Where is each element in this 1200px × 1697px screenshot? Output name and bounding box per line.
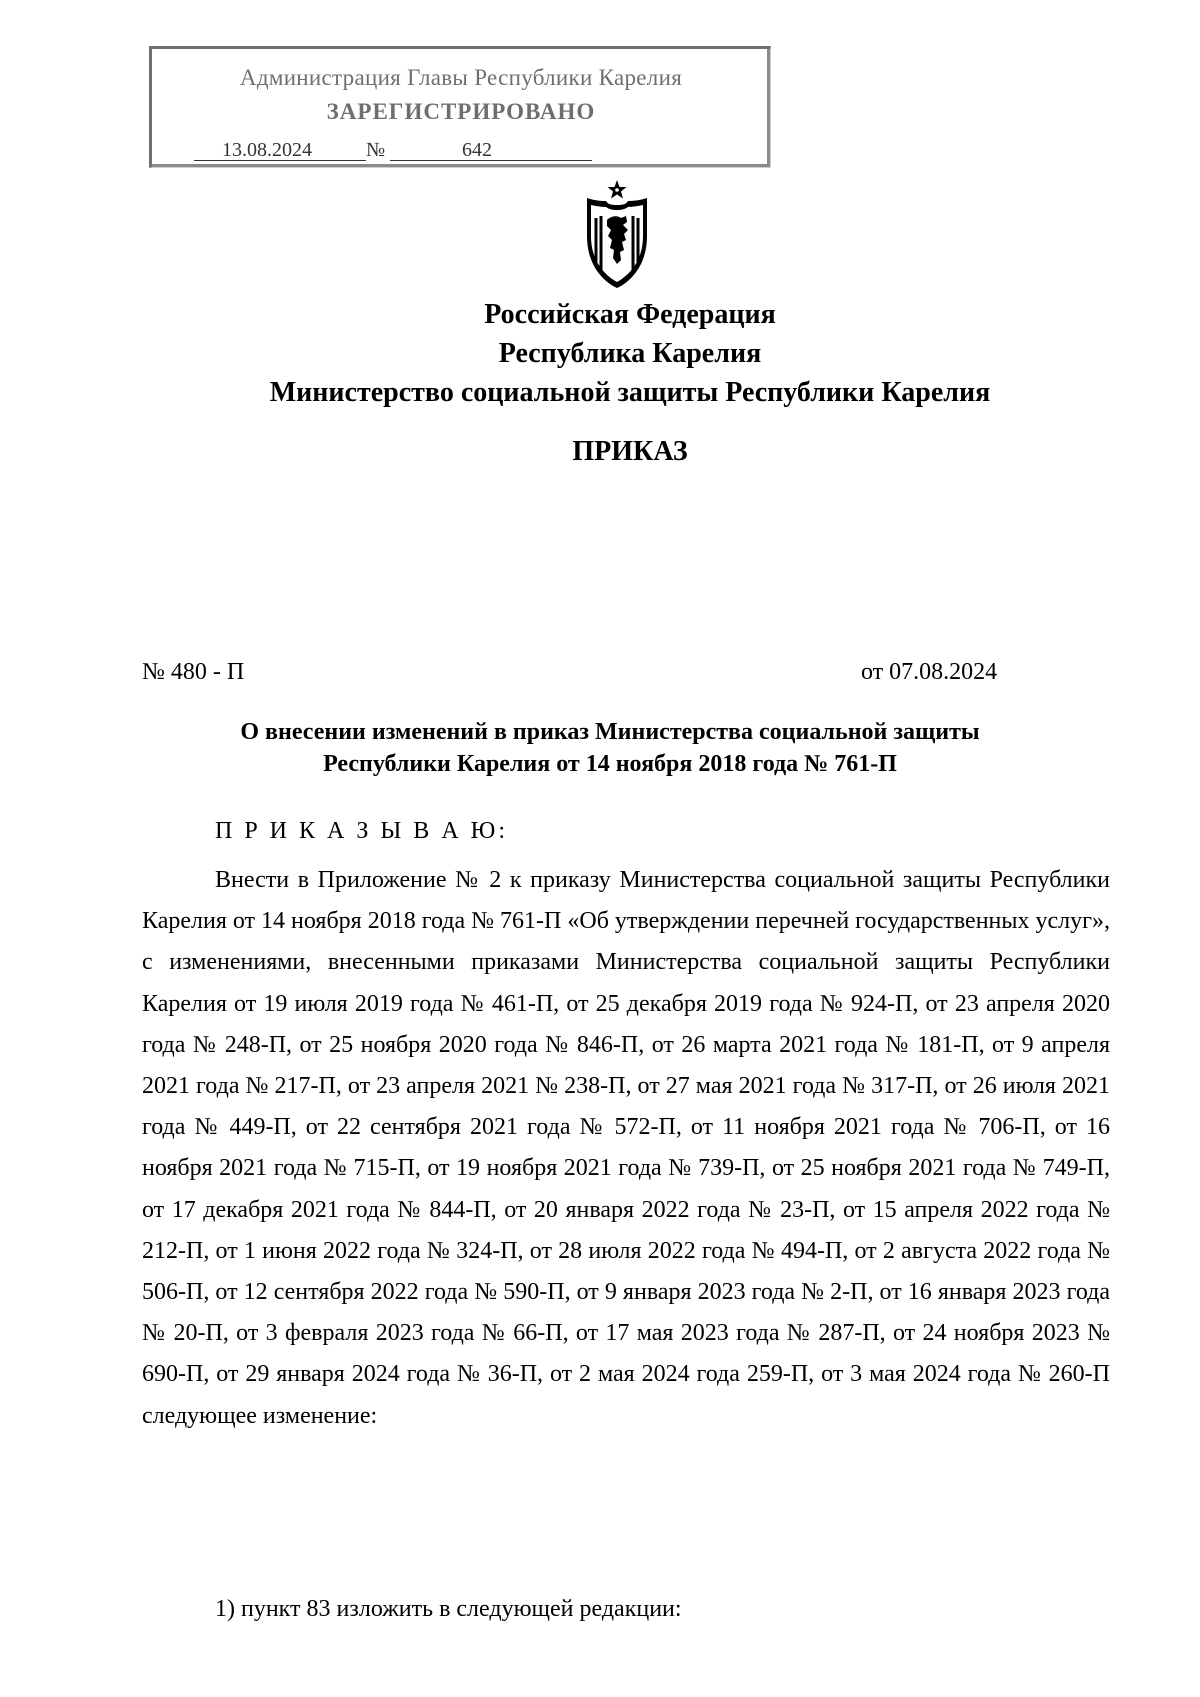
order-number: № 480 - П: [142, 659, 245, 685]
header-ministry: Министерство социальной защиты Республики Карелия: [269, 377, 991, 408]
order-directive: П Р И К А З Ы В А Ю:: [215, 818, 508, 844]
stamp-number-sign: №: [366, 139, 386, 161]
stamp-date: 13.08.2024: [222, 139, 312, 161]
karelia-coat-of-arms-icon: [580, 178, 654, 290]
header-country: Российская Федерация: [484, 299, 776, 330]
header-region: Республика Карелия: [498, 338, 762, 369]
stamp-number: 642: [462, 139, 492, 161]
document-type: ПРИКАЗ: [572, 436, 688, 467]
body-paragraph: Внести в Приложение № 2 к приказу Министерства социальной защиты Республики Карелия от 14 ноября 2018 года № 761-П «Об утверждении перечней государственных услуг», с изменениями, внесенными приказами Министерства социальной защиты Республики Карелия от 19 июля 2019 года № 461-П, от 25 декабря 2019 года № 924-П, от 23 апреля 2020 года № 248-П, от 25 ноября 2020 года № 846-П, от 26 марта 2021 года № 181-П, от 9 апреля 2021 года № 217-П, от 23 апреля 2021 № 238-П, от 27 мая 2021 года № 317-П, от 26 июля 2021 года № 449-П, от 22 сентября 2021 года № 572-П, от 11 ноября 2021 года № 706-П, от 16 ноября 2021 года № 715-П, от 19 ноября 2021 года № 739-П, от 25 ноября 2021 года № 749-П, от 17 декабря 2021 года № 844-П, от 20 января 2022 года № 23-П, от 15 апреля 2022 года № 212-П, от 1 июня 2022 года № 324-П, от 28 июля 2022 года № 494-П, от 2 августа 2022 года № 506-П, от 12 сентября 2022 года № 590-П, от 9 января 2023 года № 2-П, от 16 января 2023 года № 20-П, от 3 февраля 2023 года № 66-П, от 17 мая 2023 года № 287-П, от 24 ноября 2023 № 690-П, от 29 января 2024 года № 36-П, от 2 мая 2024 года 259-П, от 3 мая 2024 года № 260-П следующее изменение:: [142, 867, 1110, 1429]
stamp-status: ЗАРЕГИСТРИРОВАНО: [326, 99, 596, 124]
registration-stamp: [149, 46, 771, 168]
stamp-registration-row: [194, 139, 604, 165]
document-title: [140, 716, 1080, 780]
title-line-1: О внесении изменений в приказ Министерства социальной защиты: [240, 719, 980, 745]
title-line-2: Республики Карелия от 14 ноября 2018 года № 761-П: [323, 751, 897, 777]
stamp-authority: Администрация Главы Республики Карелия: [239, 65, 683, 90]
list-item-1: 1) пункт 83 изложить в следующей редакции:: [215, 1596, 682, 1622]
order-date: от 07.08.2024: [861, 659, 998, 685]
